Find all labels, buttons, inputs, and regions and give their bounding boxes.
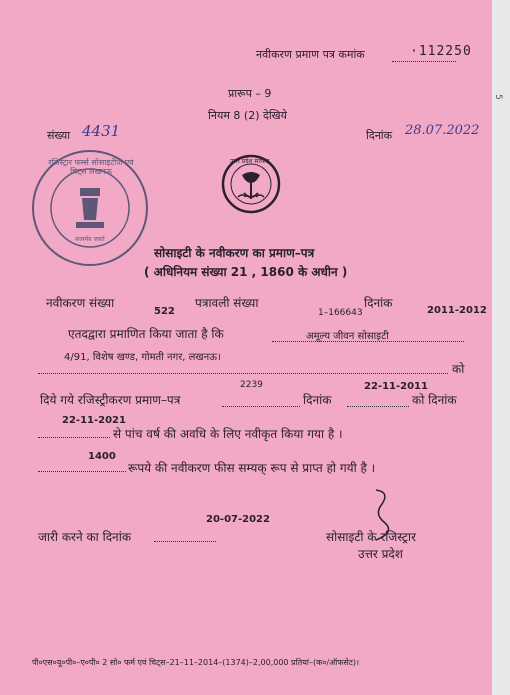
dinank-label: दिनांक: [366, 129, 393, 142]
fee-text: रूपये की नवीकरण फीस सम्यक् रूप से प्राप्त हो गयी है ।: [128, 461, 376, 475]
official-seal: [30, 148, 150, 268]
reg-no: 2239: [240, 380, 263, 390]
cert-no-label: नवीकरण प्रमाण पत्र कमांक: [256, 48, 365, 61]
from-date: 22-11-2021: [62, 415, 126, 426]
from-date-line: [38, 436, 110, 438]
title-line2: ( अधिनियम संख्या 21 , 1860 के अधीन ): [144, 265, 348, 279]
address-line: [38, 372, 448, 374]
dinank-value: 28.07.2022: [405, 123, 480, 138]
reg-no-line: [222, 405, 300, 407]
issue-label: जारी करने का दिनांक: [38, 530, 132, 544]
period-text: से पांच वर्ष की अवधि के लिए नवीकृत किया गया है ।: [113, 427, 343, 441]
reg-date-line: [347, 405, 409, 407]
up-emblem-icon: [218, 153, 284, 215]
society-name: अमूल्य जीवन सोसाइटी: [306, 331, 389, 342]
cert-text: एतदद्वारा प्रमाणित किया जाता है कि: [68, 327, 224, 341]
cert-no: ·112250: [410, 44, 472, 59]
signature-line1: सोसाइटी के रजिस्ट्रार: [326, 530, 416, 544]
reg-dinank-label: दिनांक: [303, 393, 332, 407]
form-niyam: नियम 8 (2) देखिये: [208, 109, 288, 122]
svg-text:सत्यमेव जयते: सत्यमेव जयते: [75, 236, 105, 243]
renewal-label: नवीकरण संख्या: [46, 296, 115, 310]
form-praroop: प्रारूप – 9: [228, 87, 272, 100]
fee-line: [38, 470, 126, 472]
signature-line2: उत्तर प्रदेश: [358, 547, 403, 561]
footer-text: पी०एस०यू०पी०–ए०पी० 2 सो० फर्म एवं चिट्स–21–11–2014–(1374)–2,00,000 प्रतियां–(क०/ऑफसेट)।: [32, 658, 360, 667]
renewal-value: 522: [154, 306, 175, 317]
renewal-date-label: दिनांक: [364, 296, 393, 310]
issue-date-line: [154, 540, 216, 542]
emblem-text: उत्तर प्रदेश सरकार: [230, 158, 270, 165]
file-value: 1–166643: [318, 308, 363, 318]
issue-date: 20-07-2022: [206, 514, 270, 525]
title-line1: सोसाइटी के नवीकरण का प्रमाण–पत्र: [154, 246, 315, 260]
cert-no-line: [392, 60, 456, 62]
background-page-edge: [492, 0, 510, 695]
edge-mark: 5: [492, 94, 503, 100]
given-text: दिये गये रजिस्ट्रीकरण प्रमाण–पत्र: [40, 393, 181, 407]
seal-text: रजिस्ट्रार फर्म्स सोसाइटीज एवं चिट्स लखनऊ: [48, 158, 134, 176]
reg-date: 22-11-2011: [364, 381, 428, 392]
renewal-date-value: 2011-2012: [427, 305, 487, 316]
address: 4/91, विशेष खण्ड, गोमती नगर, लखनऊ।: [64, 352, 221, 363]
ko-text: को: [452, 362, 465, 376]
fee: 1400: [88, 451, 116, 462]
sankhya-value: 4431: [82, 122, 121, 140]
ko-dinank: को दिनांक: [412, 393, 457, 407]
sankhya-label: संख्या: [47, 129, 71, 142]
file-label: पत्रावली संख्या: [195, 296, 259, 310]
